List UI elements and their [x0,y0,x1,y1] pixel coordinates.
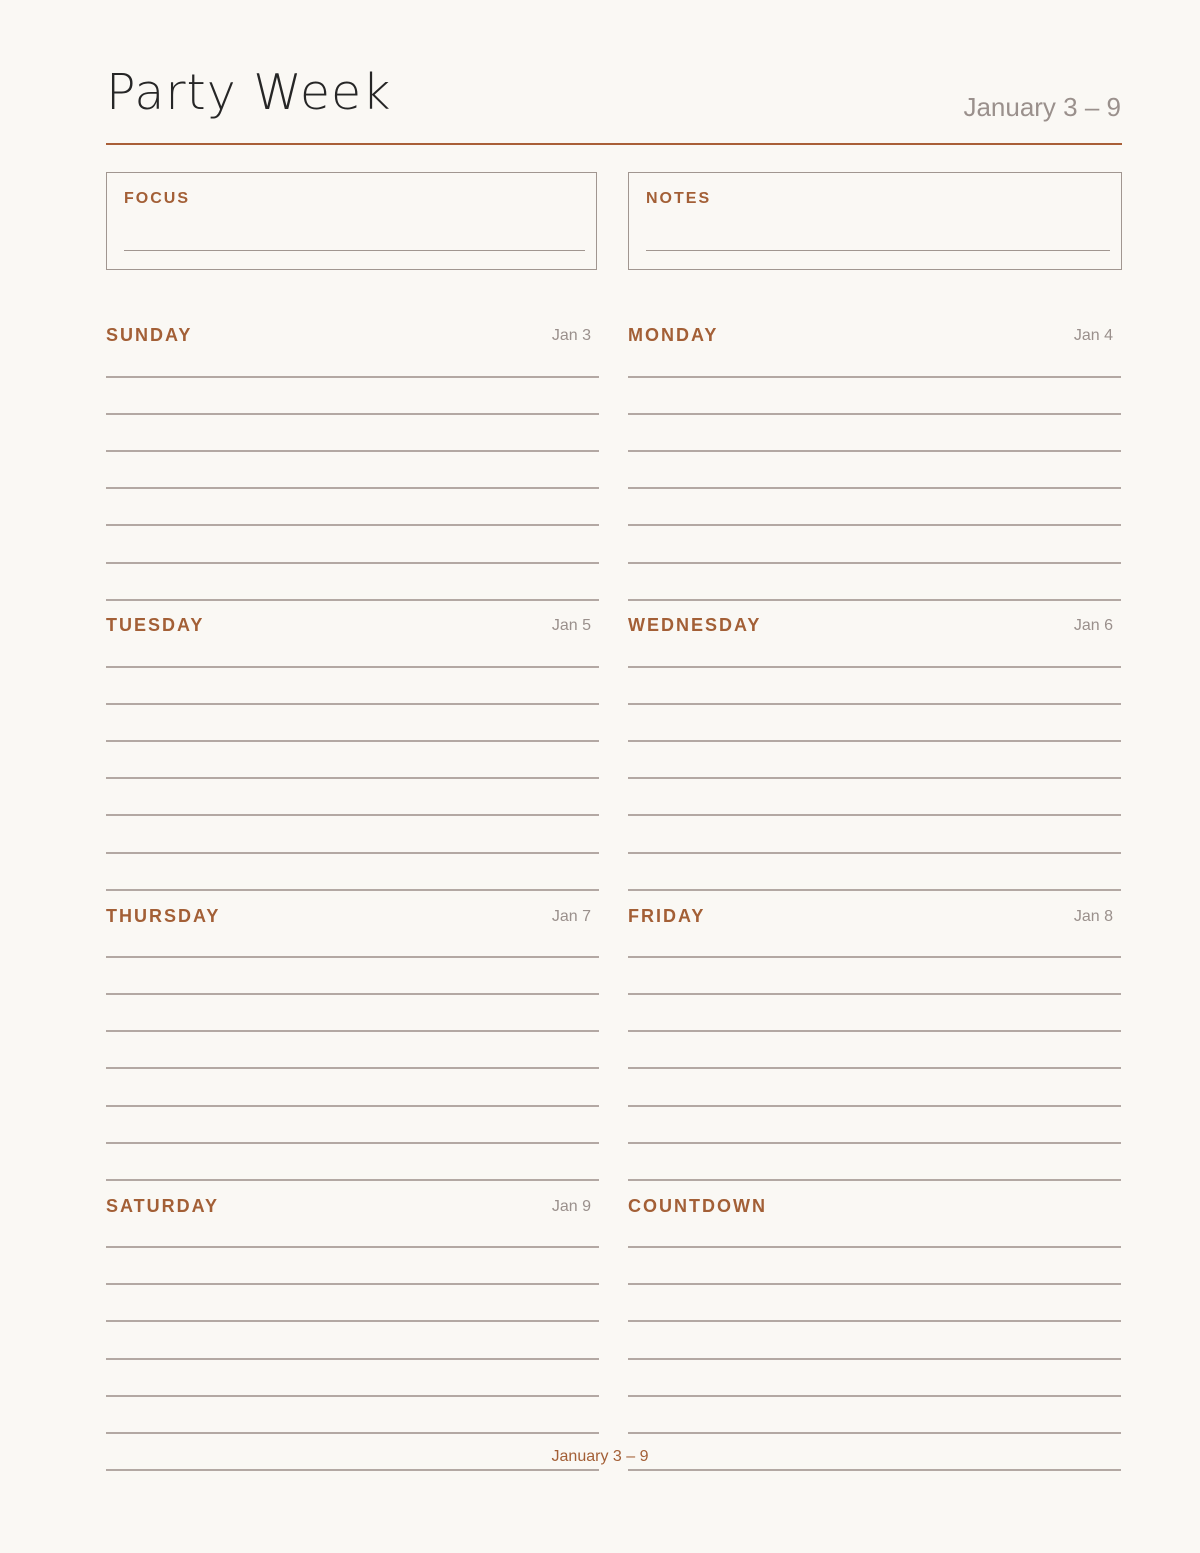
writing-line [628,740,1121,742]
day-date: Jan 5 [551,617,591,634]
writing-line [628,1105,1121,1107]
day-saturday[interactable] [106,1179,599,1479]
writing-line [106,1246,599,1248]
notes-label: NOTES [646,190,712,207]
writing-line [106,524,599,526]
writing-line [628,1432,1121,1434]
writing-line [106,1395,599,1397]
focus-writing-line [124,250,585,251]
focus-box[interactable] [106,172,597,270]
writing-line [628,487,1121,489]
day-name: SUNDAY [106,325,193,345]
writing-line [106,956,599,958]
writing-line [628,814,1121,816]
day-date: Jan 6 [1073,617,1113,634]
day-date: Jan 7 [551,908,591,925]
writing-line [628,956,1121,958]
writing-line [628,666,1121,668]
writing-line [106,852,599,854]
writing-line [106,740,599,742]
day-name: WEDNESDAY [628,615,762,635]
day-date: Jan 3 [551,327,591,344]
day-name: SATURDAY [106,1196,220,1216]
focus-label: FOCUS [124,190,190,207]
writing-line [106,487,599,489]
day-tuesday[interactable] [106,598,599,898]
writing-line [628,993,1121,995]
writing-line [106,1283,599,1285]
writing-line [628,1283,1121,1285]
writing-line [106,1030,599,1032]
week-date-range: January 3 – 9 [963,92,1121,122]
writing-line [628,1030,1121,1032]
writing-line [106,376,599,378]
notes-writing-line [646,250,1110,251]
day-wednesday[interactable] [628,598,1121,898]
writing-line [106,562,599,564]
day-name: FRIDAY [628,906,706,926]
writing-line [628,1320,1121,1322]
day-thursday[interactable] [106,889,599,1189]
writing-line [106,1469,599,1471]
writing-line [628,1469,1121,1471]
day-date: Jan 9 [551,1198,591,1215]
day-name: THURSDAY [106,906,221,926]
page-title: Party Week [106,64,392,121]
writing-line [106,814,599,816]
day-friday[interactable] [628,889,1121,1189]
writing-line [106,1067,599,1069]
writing-line [628,1358,1121,1360]
writing-line [628,1246,1121,1248]
writing-line [628,376,1121,378]
notes-box[interactable] [628,172,1122,270]
section-countdown[interactable] [628,1179,1121,1479]
writing-line [628,524,1121,526]
writing-line [106,1358,599,1360]
writing-line [106,450,599,452]
day-date: Jan 4 [1073,327,1113,344]
writing-line [106,1432,599,1434]
writing-line [106,1142,599,1144]
page-footer: January 3 – 9 [551,1448,649,1465]
writing-line [628,450,1121,452]
writing-line [628,777,1121,779]
writing-line [106,1105,599,1107]
section-name: COUNTDOWN [628,1196,767,1216]
day-sunday[interactable] [106,308,599,608]
header-divider [106,143,1122,145]
writing-line [628,1067,1121,1069]
writing-line [628,413,1121,415]
writing-line [106,413,599,415]
writing-line [628,852,1121,854]
writing-line [628,1395,1121,1397]
day-date: Jan 8 [1073,908,1113,925]
writing-line [628,703,1121,705]
day-monday[interactable] [628,308,1121,608]
writing-line [106,1320,599,1322]
writing-line [106,993,599,995]
writing-line [628,1142,1121,1144]
writing-line [628,562,1121,564]
writing-line [106,777,599,779]
day-name: TUESDAY [106,615,205,635]
day-name: MONDAY [628,325,719,345]
writing-line [106,666,599,668]
writing-line [106,703,599,705]
